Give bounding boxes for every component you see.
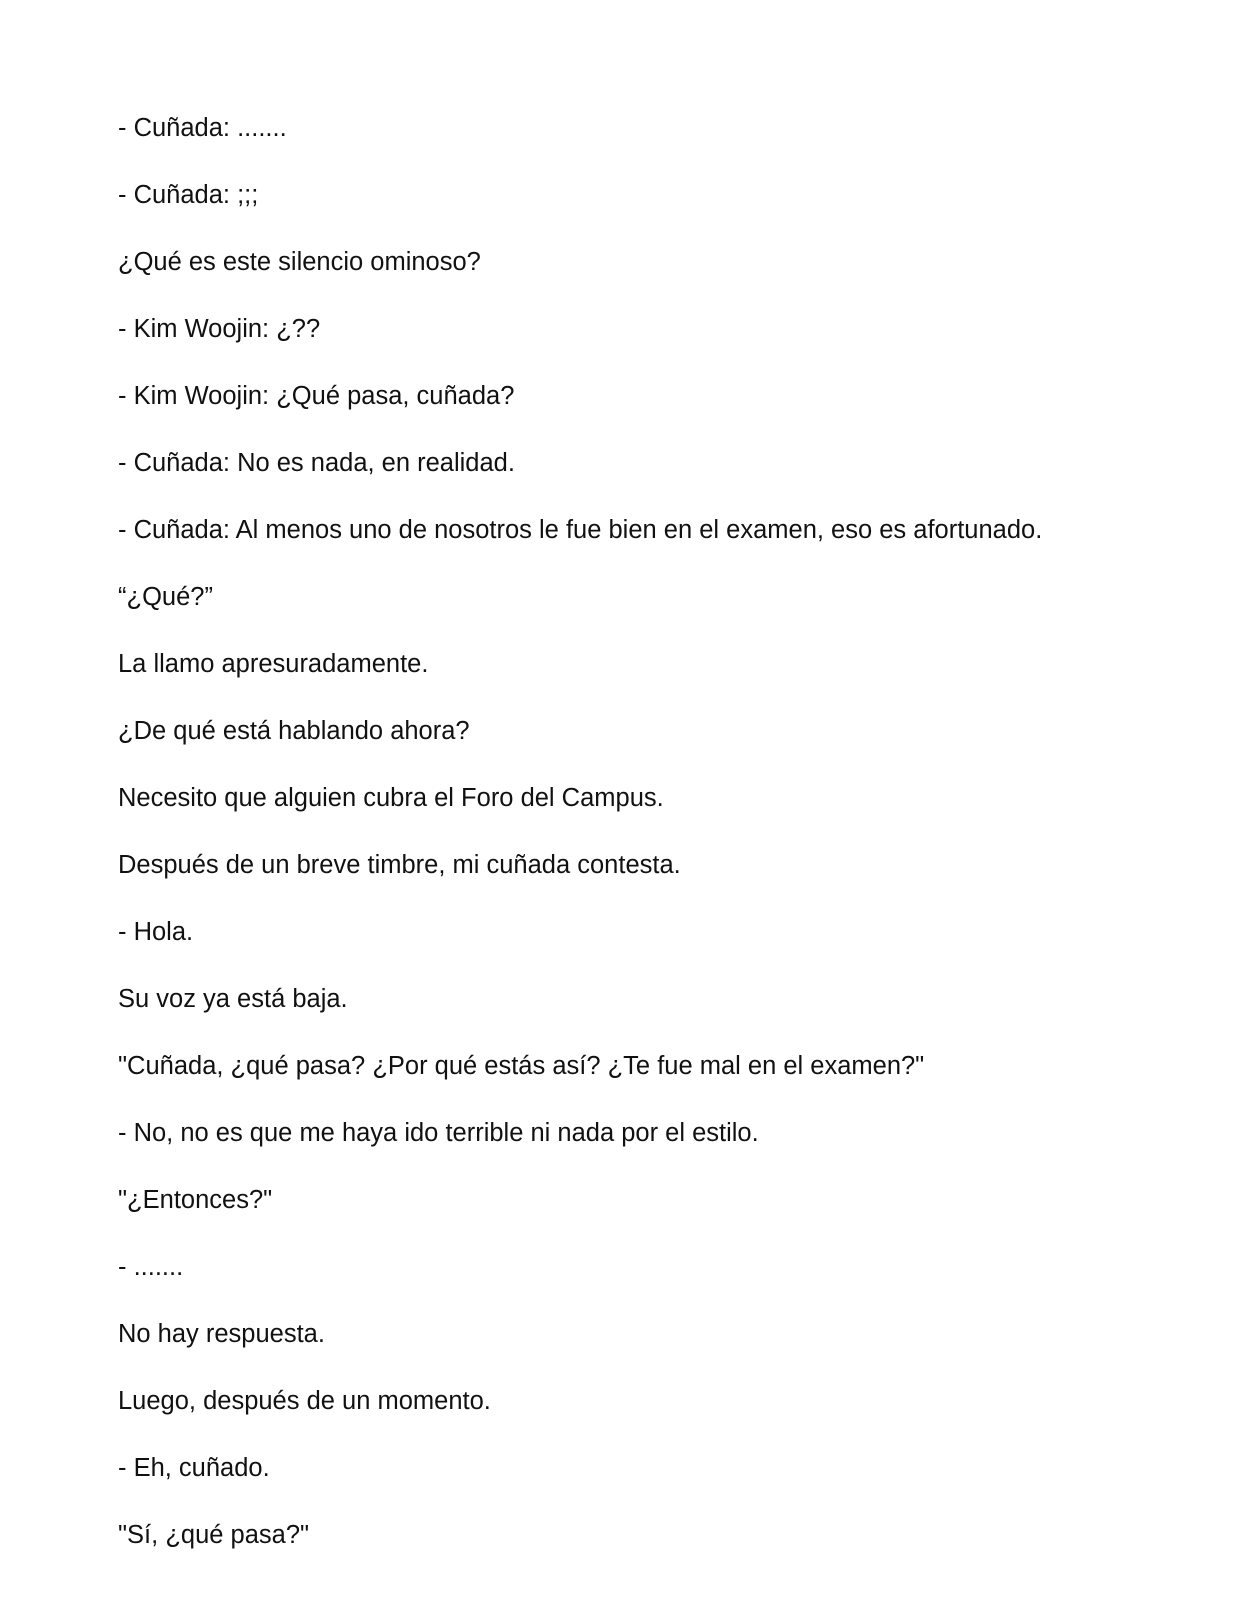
paragraph: Necesito que alguien cubra el Foro del Campus.: [118, 784, 664, 812]
paragraph: ¿De qué está hablando ahora?: [118, 717, 470, 745]
paragraph: - No, no es que me haya ido terrible ni nada por el estilo.: [118, 1119, 759, 1147]
paragraph: Luego, después de un momento.: [118, 1387, 491, 1415]
paragraph: Después de un breve timbre, mi cuñada contesta.: [118, 851, 681, 879]
paragraph: Su voz ya está baja.: [118, 985, 348, 1013]
paragraph: - Cuñada: ;;;: [118, 181, 259, 209]
paragraph: "¿Entonces?": [118, 1186, 273, 1214]
paragraph: La llamo apresuradamente.: [118, 650, 429, 678]
paragraph: - .......: [118, 1253, 184, 1281]
paragraph: ¿Qué es este silencio ominoso?: [118, 248, 481, 276]
paragraph: - Cuñada: .......: [118, 114, 287, 142]
paragraph: - Kim Woojin: ¿Qué pasa, cuñada?: [118, 382, 515, 410]
paragraph: - Cuñada: No es nada, en realidad.: [118, 449, 515, 477]
paragraph: - Cuñada: Al menos uno de nosotros le fue bien en el examen, eso es afortunado.: [118, 516, 1043, 544]
paragraph: - Hola.: [118, 918, 194, 946]
paragraph: - Kim Woojin: ¿??: [118, 315, 321, 343]
paragraph: - Eh, cuñado.: [118, 1454, 270, 1482]
paragraph: "Sí, ¿qué pasa?": [118, 1521, 310, 1549]
paragraph: No hay respuesta.: [118, 1320, 325, 1348]
document-body: [118, 112, 1120, 1552]
paragraph: "Cuñada, ¿qué pasa? ¿Por qué estás así? ¿Te fue mal en el examen?": [118, 1052, 925, 1080]
paragraph: “¿Qué?”: [118, 583, 213, 611]
